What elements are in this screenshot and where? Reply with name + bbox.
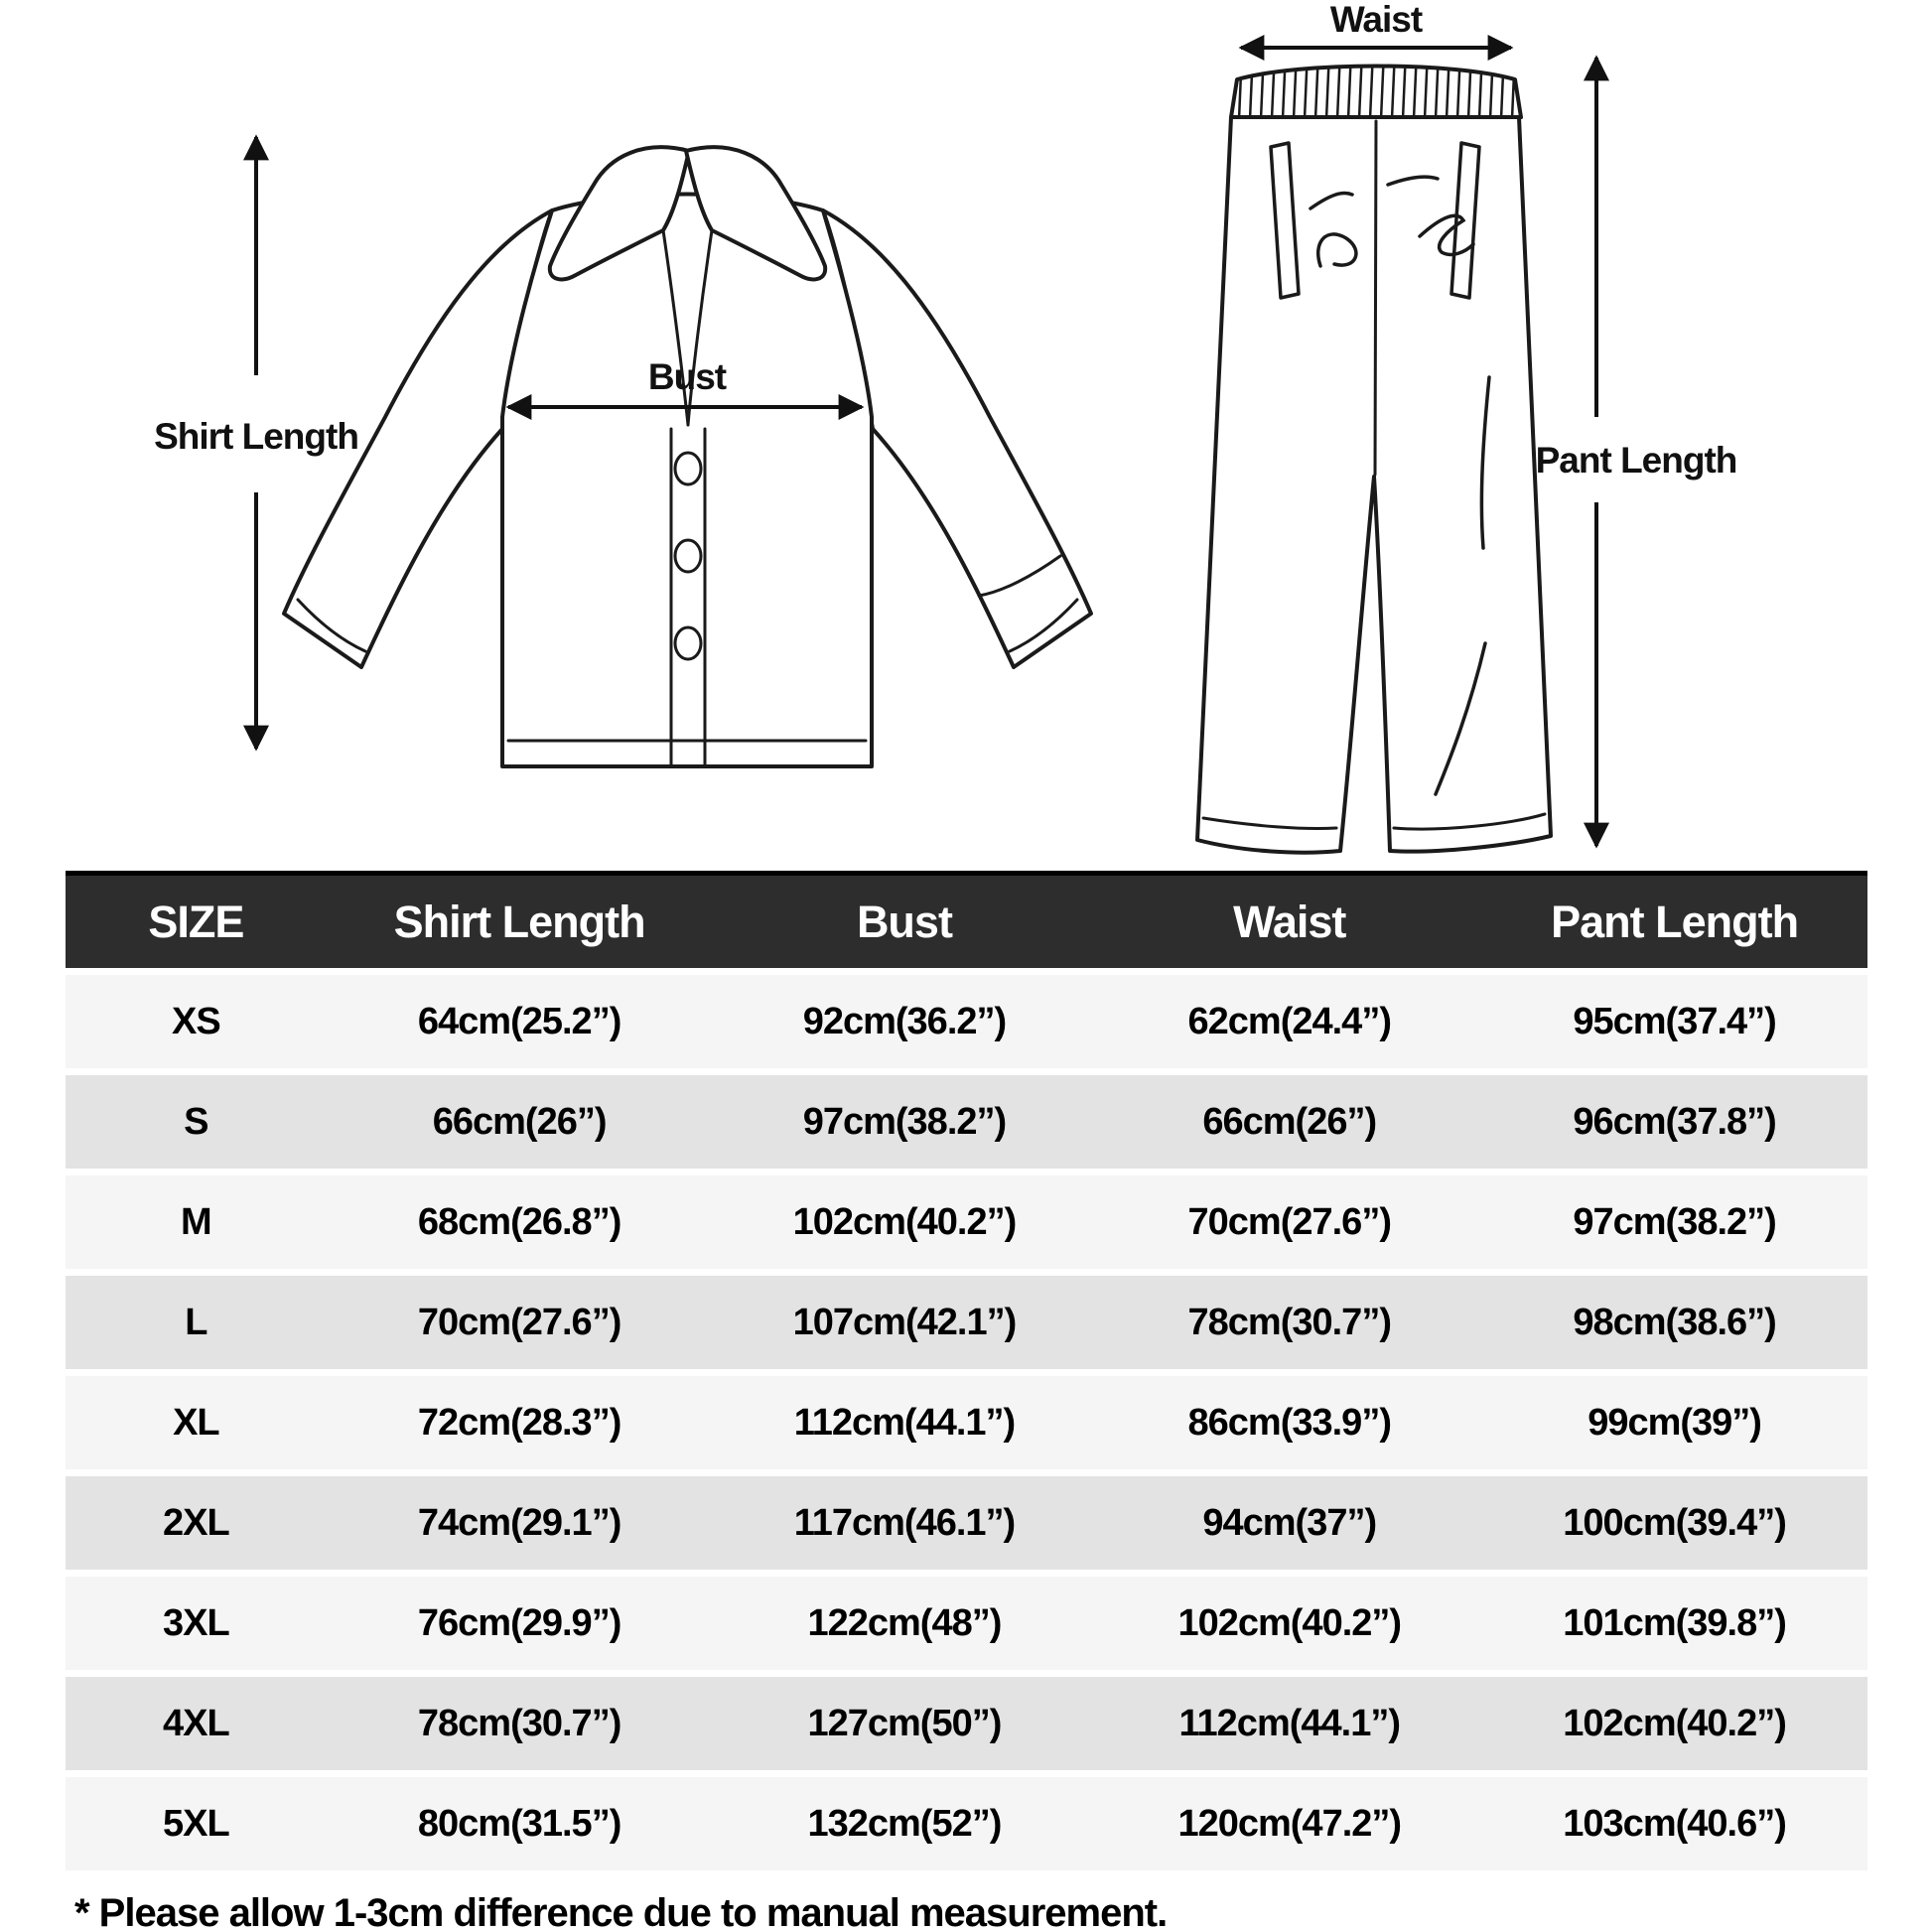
waist-cell: 86cm(33.9”) [1097, 1376, 1482, 1469]
table-row [66, 1175, 1867, 1269]
bust-cell: 97cm(38.2”) [712, 1075, 1097, 1169]
bust-cell: 122cm(48”) [712, 1577, 1097, 1670]
pant-length-cell: 98cm(38.6”) [1482, 1276, 1867, 1369]
bust-cell: 117cm(46.1”) [712, 1476, 1097, 1570]
table-row [66, 1677, 1867, 1770]
column-header-size: SIZE [66, 871, 328, 968]
bust-cell: 107cm(42.1”) [712, 1276, 1097, 1369]
bust-cell: 127cm(50”) [712, 1677, 1097, 1770]
size-cell: 4XL [66, 1677, 328, 1770]
shirt-length-cell: 64cm(25.2”) [327, 975, 712, 1068]
table-row [66, 1476, 1867, 1570]
waist-cell: 94cm(37”) [1097, 1476, 1482, 1570]
table-row [66, 975, 1867, 1068]
size-cell: 5XL [66, 1777, 328, 1870]
waist-cell: 70cm(27.6”) [1097, 1175, 1482, 1269]
shirt-length-cell: 78cm(30.7”) [327, 1677, 712, 1770]
column-header-pant-length: Pant Length [1482, 871, 1867, 968]
table-row [66, 1276, 1867, 1369]
pant-length-cell: 95cm(37.4”) [1482, 975, 1867, 1068]
shirt-drawing [284, 147, 1091, 766]
pant-length-cell: 103cm(40.6”) [1482, 1777, 1867, 1870]
shirt-length-cell: 70cm(27.6”) [327, 1276, 712, 1369]
size-cell: L [66, 1276, 328, 1369]
column-header-bust: Bust [712, 871, 1097, 968]
size-cell: M [66, 1175, 328, 1269]
pant-length-cell: 102cm(40.2”) [1482, 1677, 1867, 1770]
column-header-waist: Waist [1097, 871, 1482, 968]
waist-cell: 78cm(30.7”) [1097, 1276, 1482, 1369]
shirt-length-cell: 80cm(31.5”) [327, 1777, 712, 1870]
size-cell: XS [66, 975, 328, 1068]
pant-length-label: Pant Length [1535, 440, 1737, 481]
waist-cell: 62cm(24.4”) [1097, 975, 1482, 1068]
bust-label: Bust [647, 356, 727, 397]
shirt-length-cell: 72cm(28.3”) [327, 1376, 712, 1469]
size-cell: S [66, 1075, 328, 1169]
shirt-length-cell: 66cm(26”) [327, 1075, 712, 1169]
size-cell: 2XL [66, 1476, 328, 1570]
pants-drawing [1197, 67, 1551, 853]
table-row [66, 1376, 1867, 1469]
pant-length-cell: 100cm(39.4”) [1482, 1476, 1867, 1570]
header-row [66, 871, 1867, 968]
column-header-shirt-length: Shirt Length [327, 871, 712, 968]
shirt-length-cell: 74cm(29.1”) [327, 1476, 712, 1570]
shirt-length-cell: 76cm(29.9”) [327, 1577, 712, 1670]
bust-cell: 92cm(36.2”) [712, 975, 1097, 1068]
waist-cell: 102cm(40.2”) [1097, 1577, 1482, 1670]
shirt-length-cell: 68cm(26.8”) [327, 1175, 712, 1269]
bust-cell: 102cm(40.2”) [712, 1175, 1097, 1269]
waist-label: Waist [1329, 0, 1423, 40]
pant-length-cell: 97cm(38.2”) [1482, 1175, 1867, 1269]
size-cell: 3XL [66, 1577, 328, 1670]
size-chart-table [66, 864, 1867, 1877]
measurement-footnote: * Please allow 1-3cm difference due to manual measurement. [74, 1891, 1168, 1932]
waist-cell: 66cm(26”) [1097, 1075, 1482, 1169]
pant-length-cell: 99cm(39”) [1482, 1376, 1867, 1469]
bust-cell: 112cm(44.1”) [712, 1376, 1097, 1469]
bust-cell: 132cm(52”) [712, 1777, 1097, 1870]
table-row [66, 1075, 1867, 1169]
pant-length-cell: 96cm(37.8”) [1482, 1075, 1867, 1169]
size-cell: XL [66, 1376, 328, 1469]
waist-cell: 112cm(44.1”) [1097, 1677, 1482, 1770]
waist-cell: 120cm(47.2”) [1097, 1777, 1482, 1870]
table-row [66, 1577, 1867, 1670]
measurement-diagram [0, 0, 1932, 864]
shirt-length-label: Shirt Length [154, 416, 358, 457]
table-row [66, 1777, 1867, 1870]
pant-length-cell: 101cm(39.8”) [1482, 1577, 1867, 1670]
